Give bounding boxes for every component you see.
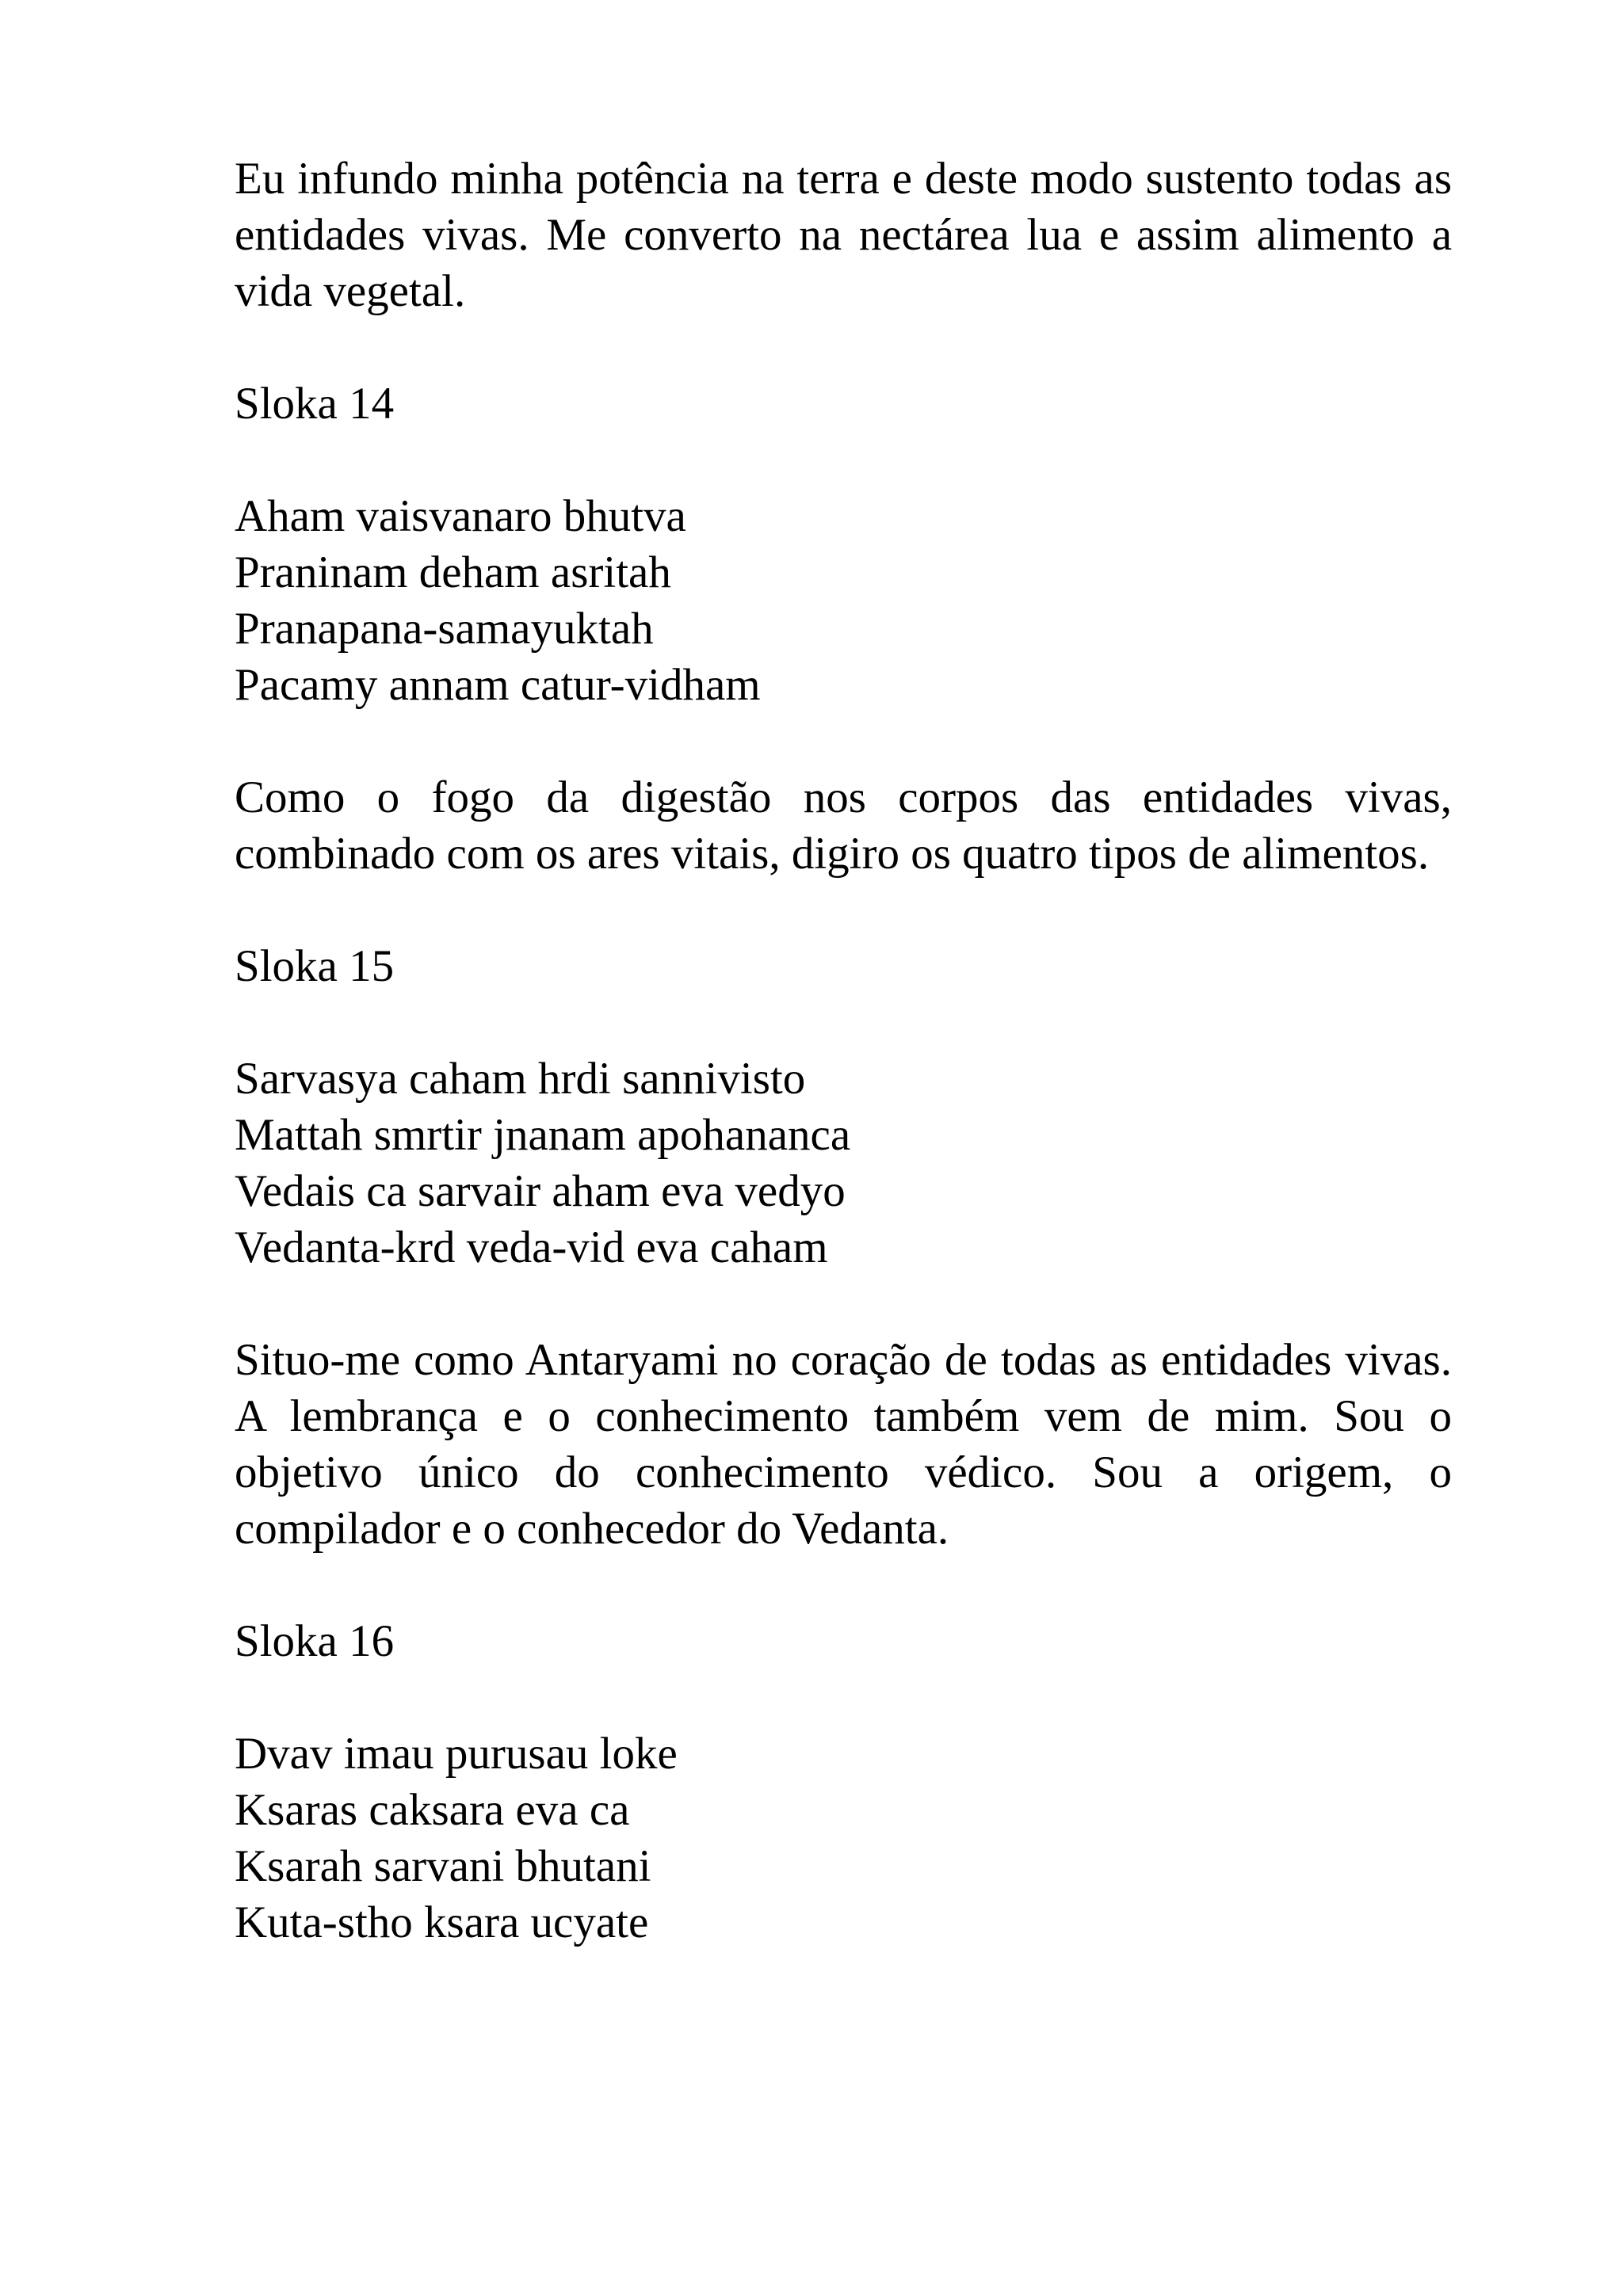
spacer (235, 432, 1452, 488)
spacer (235, 1557, 1452, 1613)
verse-line: Ksaras caksara eva ca (235, 1785, 630, 1835)
verse-line: Dvav imau purusau loke (235, 1729, 678, 1779)
spacer (235, 713, 1452, 769)
verse-line: Mattah smrtir jnanam apohananca (235, 1110, 851, 1160)
verse-line: Vedanta-krd veda-vid eva caham (235, 1222, 828, 1272)
sloka-heading-15: Sloka 15 (235, 941, 395, 991)
verse-line: Kuta-stho ksara ucyate (235, 1897, 649, 1947)
verse-line: Aham vaisvanaro bhutva (235, 491, 686, 541)
paragraph-translation-14: Como o fogo da digestão nos corpos das entidades vivas, combinado com os ares vitais, digiro os quatro tipos de alimentos. (235, 772, 1452, 879)
verse-line: Ksarah sarvani bhutani (235, 1841, 651, 1891)
paragraph-translation-13: Eu infundo minha potência na terra e deste modo sustento todas as entidades vivas. Me converto na nectárea lua e assim alimento a vida vegetal. (235, 154, 1452, 316)
spacer (235, 1276, 1452, 1332)
spacer (235, 882, 1452, 938)
verse-sloka-16 (235, 1726, 1452, 1951)
document-page (235, 151, 1452, 1951)
verse-sloka-15 (235, 1051, 1452, 1276)
sloka-heading-14: Sloka 14 (235, 379, 395, 429)
spacer (235, 994, 1452, 1051)
verse-sloka-14 (235, 488, 1452, 713)
verse-line: Vedais ca sarvair aham eva vedyo (235, 1166, 846, 1216)
verse-line: Sarvasya caham hrdi sannivisto (235, 1054, 806, 1104)
spacer (235, 1669, 1452, 1726)
paragraph-translation-15: Situo-me como Antaryami no coração de todas as entidades vivas. A lembrança e o conhecimento também vem de mim. Sou o objetivo único do conhecimento védico. Sou a origem, o compilador e o conhecedor do Vedanta. (235, 1335, 1452, 1554)
verse-line: Praninam deham asritah (235, 547, 671, 597)
spacer (235, 319, 1452, 376)
verse-line: Pacamy annam catur-vidham (235, 660, 761, 710)
verse-line: Pranapana-samayuktah (235, 604, 654, 654)
sloka-heading-16: Sloka 16 (235, 1616, 395, 1666)
